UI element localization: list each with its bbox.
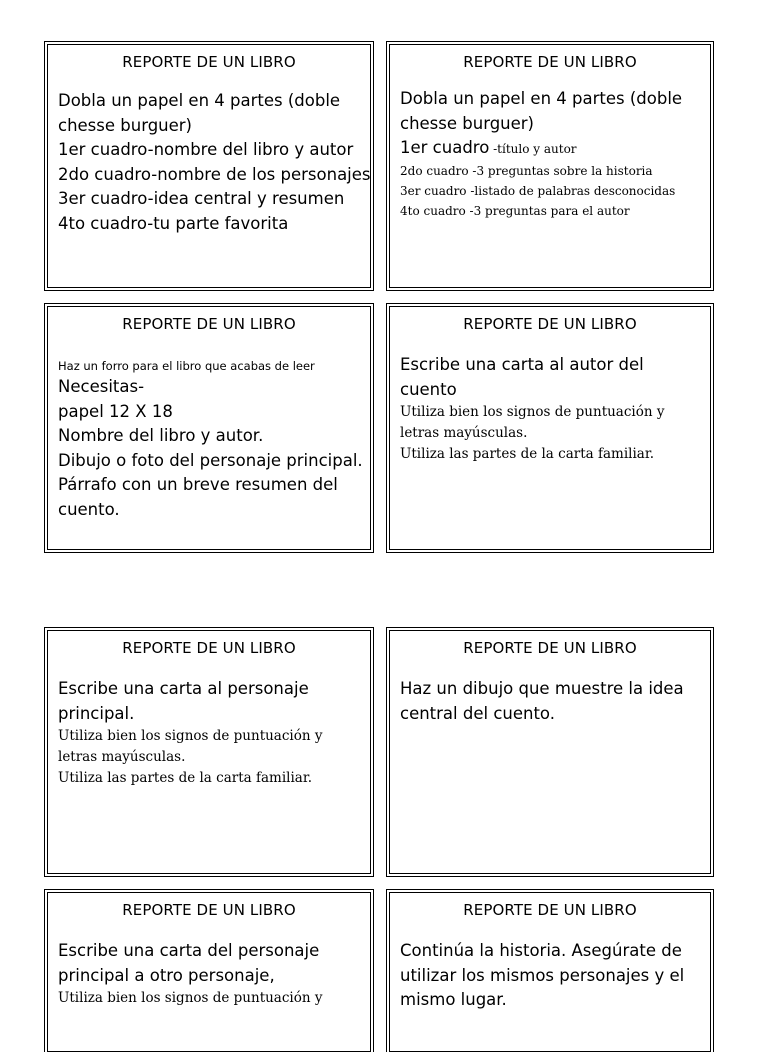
report-card-5 [47,630,371,874]
card-heading: Escribe una carta del personaje principal a otro personaje, [58,941,320,985]
report-card-3 [47,306,371,550]
card-instruction: Utiliza bien los signos de puntuación y letras mayúsculas. [58,728,323,765]
card-instruction: Párrafo con un breve resumen del cuento. [58,475,338,519]
card-label-detail: -título y autor [489,142,577,156]
card-instruction: Dobla un papel en 4 partes (doble chesse burguer) [58,91,341,135]
card-instruction: Utiliza las partes de la carta familiar. [400,446,655,462]
card-instruction: Necesitas- [58,377,145,396]
card-heading: Haz un dibujo que muestre la idea central del cuento. [400,679,684,723]
report-card-1 [47,44,371,288]
report-card-6 [389,630,711,874]
card-title: REPORTE DE UN LIBRO [122,639,296,657]
card-heading: Escribe una carta al autor del cuento [400,355,644,399]
card-instruction: Dibujo o foto del personaje principal. [58,450,363,470]
report-card-8 [389,892,711,1052]
report-card-2 [389,44,711,288]
card-title: REPORTE DE UN LIBRO [122,53,296,71]
card-instruction: 3er cuadro -listado de palabras desconocidas [400,183,676,198]
card-instruction: papel 12 X 18 [58,401,173,421]
card-label: 1er cuadro [400,138,490,157]
card-instruction: 3er cuadro-idea central y resumen [58,189,345,208]
card-title: REPORTE DE UN LIBRO [122,901,296,919]
card-instruction: 4to cuadro -3 preguntas para el autor [400,203,630,218]
card-heading: Continúa la historia. Asegúrate de utilizar los mismos personajes y el mismo lugar. [400,941,685,1009]
card-heading: Escribe una carta al personaje principal. [58,679,309,723]
card-instruction: 2do cuadro -3 preguntas sobre la historia [400,163,653,178]
card-title: REPORTE DE UN LIBRO [463,53,637,71]
card-instruction [400,136,700,161]
card-instruction: 1er cuadro-nombre del libro y autor [58,140,354,159]
report-card-4 [389,306,711,550]
card-title: REPORTE DE UN LIBRO [463,315,637,333]
card-instruction: 4to cuadro-tu parte favorita [58,213,289,233]
card-instruction: Utiliza bien los signos de puntuación y letras mayúsculas. [400,404,665,441]
card-intro: Dobla un papel en 4 partes (doble chesse burguer) [400,89,683,133]
report-card-7 [47,892,371,1052]
card-title: REPORTE DE UN LIBRO [122,315,296,333]
card-instruction: 2do cuadro-nombre de los personajes [58,164,371,184]
card-title: REPORTE DE UN LIBRO [463,639,637,657]
card-intro: Haz un forro para el libro que acabas de leer [58,359,315,373]
card-instruction: Utiliza las partes de la carta familiar. [58,770,313,786]
card-title: REPORTE DE UN LIBRO [463,901,637,919]
card-instruction: Utiliza bien los signos de puntuación y [58,990,323,1006]
card-instruction: Nombre del libro y autor. [58,426,264,445]
